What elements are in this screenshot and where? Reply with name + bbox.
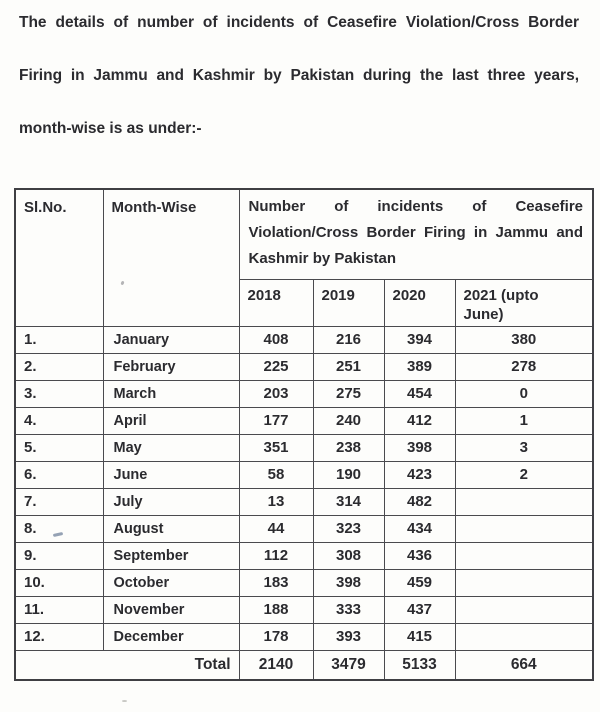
cell-2021: 2 — [455, 461, 593, 488]
header-cell-monthwise: Month-Wise — [103, 189, 239, 326]
header-cell-2021 — [455, 279, 593, 326]
cell-2020: 459 — [384, 569, 455, 596]
row-serial: 3. — [15, 380, 103, 407]
row-serial: 10. — [15, 569, 103, 596]
row-serial: 9. — [15, 542, 103, 569]
cell-2019: 251 — [313, 353, 384, 380]
cell-2020: 398 — [384, 434, 455, 461]
table-row — [15, 407, 593, 434]
table-row — [15, 326, 593, 353]
cell-2020: 436 — [384, 542, 455, 569]
row-serial: 1. — [15, 326, 103, 353]
cell-2021 — [455, 623, 593, 650]
cell-2021 — [455, 515, 593, 542]
cell-2020: 389 — [384, 353, 455, 380]
cell-2020: 437 — [384, 596, 455, 623]
cell-2020: 412 — [384, 407, 455, 434]
cell-2018: 178 — [239, 623, 313, 650]
header-cell-2019: 2019 — [313, 279, 384, 326]
cell-2019: 333 — [313, 596, 384, 623]
header-cell-2020: 2020 — [384, 279, 455, 326]
header-cell-slno: Sl.No. — [15, 189, 103, 326]
table-row — [15, 380, 593, 407]
table-row — [15, 488, 593, 515]
total-2021: 664 — [455, 650, 593, 680]
intro-paragraph — [19, 14, 579, 173]
row-serial: 7. — [15, 488, 103, 515]
total-2018: 2140 — [239, 650, 313, 680]
row-serial: 2. — [15, 353, 103, 380]
table-header-row — [15, 189, 593, 279]
table-row — [15, 434, 593, 461]
cell-2019: 275 — [313, 380, 384, 407]
cell-2021: 0 — [455, 380, 593, 407]
row-serial: 5. — [15, 434, 103, 461]
row-month: May — [103, 434, 239, 461]
cell-2018: 351 — [239, 434, 313, 461]
cell-2021: 380 — [455, 326, 593, 353]
row-month: December — [103, 623, 239, 650]
row-month: June — [103, 461, 239, 488]
cell-2019: 190 — [313, 461, 384, 488]
cell-2018: 13 — [239, 488, 313, 515]
row-month: October — [103, 569, 239, 596]
row-month: April — [103, 407, 239, 434]
row-serial: 4. — [15, 407, 103, 434]
table-row — [15, 461, 593, 488]
cell-2018: 188 — [239, 596, 313, 623]
row-month: February — [103, 353, 239, 380]
row-serial: 11. — [15, 596, 103, 623]
cell-2020: 423 — [384, 461, 455, 488]
cell-2018: 44 — [239, 515, 313, 542]
header-cell-2018: 2018 — [239, 279, 313, 326]
cell-2020: 415 — [384, 623, 455, 650]
header-cell-incidents — [239, 189, 593, 279]
total-2020: 5133 — [384, 650, 455, 680]
row-month: August — [103, 515, 239, 542]
cell-2019: 308 — [313, 542, 384, 569]
cell-2019: 238 — [313, 434, 384, 461]
row-serial: 8. — [15, 515, 103, 542]
table-total-row — [15, 650, 593, 680]
incidents-table — [14, 188, 594, 681]
cell-2018: 183 — [239, 569, 313, 596]
cell-2018: 177 — [239, 407, 313, 434]
cell-2018: 203 — [239, 380, 313, 407]
header-incidents-line: Violation/Cross Border Firing in Jammu and — [248, 224, 584, 241]
table-row — [15, 596, 593, 623]
cell-2020: 454 — [384, 380, 455, 407]
cell-2021 — [455, 569, 593, 596]
cell-2019: 393 — [313, 623, 384, 650]
header-incidents-line: Number of incidents of Ceasefire — [248, 198, 584, 215]
total-2019: 3479 — [313, 650, 384, 680]
cell-2019: 314 — [313, 488, 384, 515]
scan-speck — [122, 700, 127, 702]
cell-2020: 434 — [384, 515, 455, 542]
header-2021-label: 2021 (upto June) — [463, 286, 539, 323]
cell-2021: 278 — [455, 353, 593, 380]
cell-2021 — [455, 542, 593, 569]
cell-2019: 240 — [313, 407, 384, 434]
table-row — [15, 569, 593, 596]
cell-2019: 398 — [313, 569, 384, 596]
cell-2019: 216 — [313, 326, 384, 353]
cell-2018: 112 — [239, 542, 313, 569]
row-month: July — [103, 488, 239, 515]
cell-2021: 1 — [455, 407, 593, 434]
row-serial: 6. — [15, 461, 103, 488]
header-incidents-line: Kashmir by Pakistan — [248, 250, 397, 267]
cell-2020: 394 — [384, 326, 455, 353]
cell-2019: 323 — [313, 515, 384, 542]
cell-2018: 408 — [239, 326, 313, 353]
table-row — [15, 542, 593, 569]
total-label: Total — [15, 650, 239, 680]
cell-2021: 3 — [455, 434, 593, 461]
row-month: January — [103, 326, 239, 353]
row-month: November — [103, 596, 239, 623]
cell-2021 — [455, 488, 593, 515]
intro-line: month-wise is as under:- — [19, 120, 202, 137]
cell-2021 — [455, 596, 593, 623]
intro-line: Firing in Jammu and Kashmir by Pakistan during the last three years, — [19, 67, 579, 84]
table-row — [15, 623, 593, 650]
cell-2020: 482 — [384, 488, 455, 515]
cell-2018: 58 — [239, 461, 313, 488]
intro-line: The details of number of incidents of Ceasefire Violation/Cross Border — [19, 14, 579, 31]
table-row — [15, 353, 593, 380]
table-row — [15, 515, 593, 542]
row-month: September — [103, 542, 239, 569]
row-month: March — [103, 380, 239, 407]
cell-2018: 225 — [239, 353, 313, 380]
row-serial: 12. — [15, 623, 103, 650]
